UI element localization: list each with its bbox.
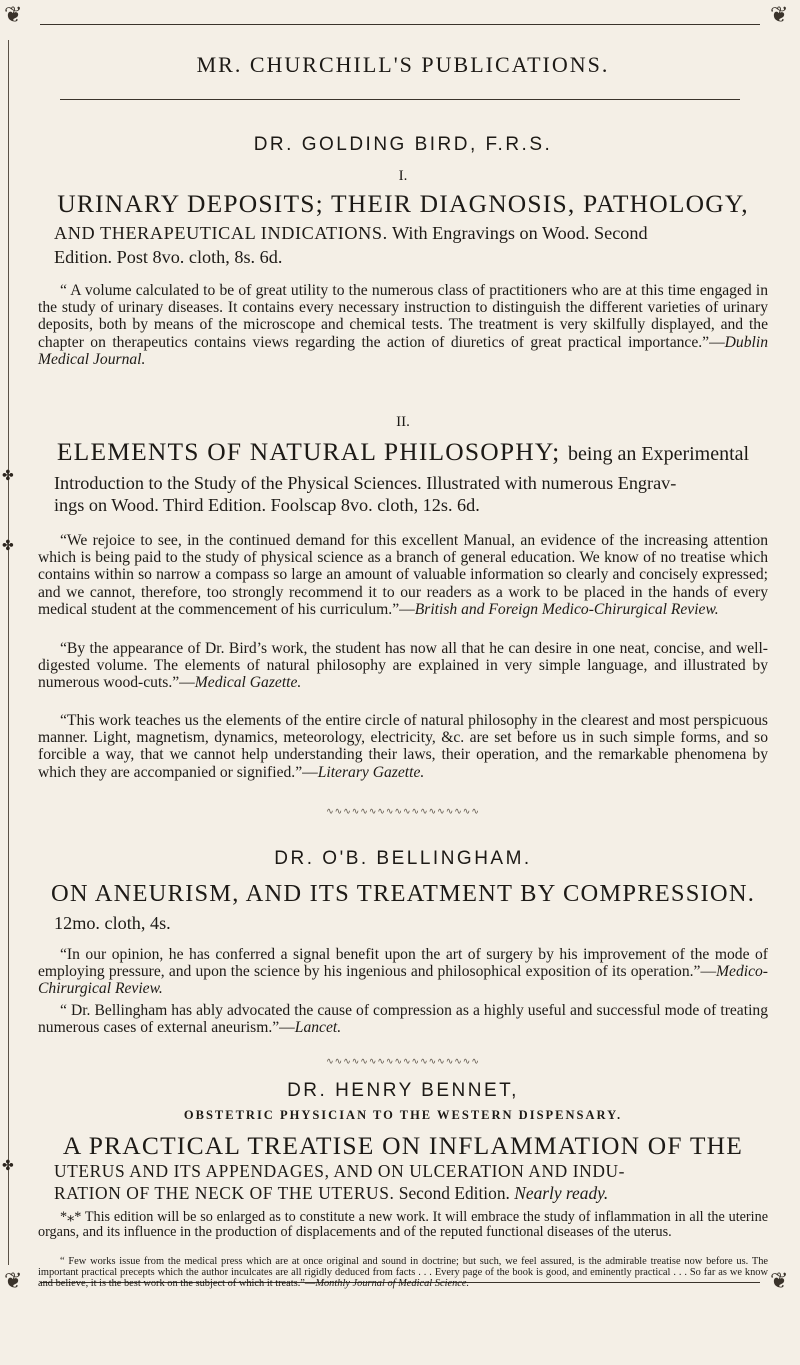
side-ornament: ✤ bbox=[2, 539, 14, 554]
review-text: “ Dr. Bellingham has ably advocated the cause of compression as a highly useful and successful mode of treating numerous cases of external aneurism.”— bbox=[38, 1002, 768, 1037]
author-affiliation: OBSTETRIC PHYSICIAN TO THE WESTERN DISPENSARY. bbox=[183, 1108, 623, 1122]
book-edition-info: With Engravings on Wood. Second bbox=[391, 223, 648, 243]
book-edition-info: Second Edition. bbox=[398, 1183, 510, 1203]
book-title-caps: AND THERAPEUTICAL INDICATIONS. bbox=[54, 223, 388, 243]
review-source: Medical Gazette. bbox=[194, 674, 302, 692]
book-title: A PRACTICAL TREATISE ON INFLAMMATION OF THE bbox=[62, 1131, 744, 1160]
availability-note: Nearly ready. bbox=[514, 1183, 609, 1203]
review-source: Lancet. bbox=[294, 1019, 342, 1037]
review-source: Medico-Chirurgical Review. bbox=[38, 963, 768, 998]
book-subtitle: being an Experimental bbox=[568, 443, 750, 465]
review-text: “In our opinion, he has conferred a signal benefit upon the art of surgery by his improvement of the mode of employing pressure, and upon the science by his ingenious and philosophical exposition of its operation.”— bbox=[38, 946, 768, 981]
book-numeral: I. bbox=[398, 168, 408, 184]
left-border-line bbox=[8, 40, 9, 1265]
book-edition-info: Edition. Post 8vo. cloth, 8s. 6d. bbox=[54, 247, 283, 267]
top-border-rule bbox=[40, 24, 760, 25]
book-title: ON ANEURISM, AND ITS TREATMENT BY COMPRESSION. bbox=[50, 880, 756, 907]
book-edition-info: ings on Wood. Third Edition. Foolscap 8vo. cloth, 12s. 6d. bbox=[54, 495, 480, 515]
book-edition-info: 12mo. cloth, 4s. bbox=[54, 913, 171, 933]
review-quote bbox=[38, 532, 768, 618]
header-underline-rule bbox=[60, 99, 740, 100]
book-title: URINARY DEPOSITS; THEIR DIAGNOSIS, PATHOLOGY, bbox=[57, 189, 749, 218]
corner-ornament-bottom-right: ❦ bbox=[770, 1268, 789, 1293]
corner-ornament-top-right: ❦ bbox=[770, 2, 789, 27]
review-source: Literary Gazette. bbox=[317, 763, 425, 781]
author-heading: DR. HENRY BENNET, bbox=[287, 1080, 519, 1101]
book-title-line bbox=[38, 438, 768, 468]
review-text: “We rejoice to see, in the continued demand for this excellent Manual, an evidence of the increasing attention which is being paid to the study of physical science as a branch of general education. We know of no treatise which contains within so narrow a compass so large an amount of valuable information so clearly and concisely expressed; and we cannot, therefore, too strongly recommend it to our readers as a work to be placed in the hands of every medical student at the commencement of his curriculum.”— bbox=[38, 532, 768, 618]
review-quote bbox=[38, 712, 768, 781]
book-subtitle: Introduction to the Study of the Physical Sciences. Illustrated with numerous Engrav- bbox=[54, 473, 677, 493]
review-quote bbox=[38, 1002, 768, 1036]
book-title-line bbox=[54, 222, 768, 244]
review-source: Monthly Journal of Medical Science. bbox=[315, 1278, 470, 1289]
corner-ornament-top-left: ❦ bbox=[4, 2, 23, 27]
section-divider: ∿∿∿∿∿∿∿∿∿∿∿∿∿∿∿∿∿∿ bbox=[326, 806, 480, 816]
review-quote bbox=[38, 282, 768, 368]
side-ornament: ✤ bbox=[2, 469, 14, 484]
review-source: British and Foreign Medico-Chirurgical Review. bbox=[414, 600, 719, 618]
book-title-caps: RATION OF THE NECK OF THE UTERUS. bbox=[54, 1183, 395, 1203]
author-heading: DR. GOLDING BIRD, F.R.S. bbox=[253, 134, 553, 155]
book-title-line: UTERUS AND ITS APPENDAGES, AND ON ULCERATION AND INDU- bbox=[54, 1161, 626, 1181]
review-quote bbox=[38, 640, 768, 692]
review-quote bbox=[38, 946, 768, 998]
page-header: MR. CHURCHILL'S PUBLICATIONS. bbox=[196, 52, 610, 77]
editorial-note bbox=[38, 1210, 768, 1240]
review-source: Dublin Medical Journal. bbox=[38, 333, 768, 368]
book-title: ELEMENTS OF NATURAL PHILOSOPHY; bbox=[56, 437, 561, 466]
book-numeral: II. bbox=[396, 414, 410, 430]
review-text: “ A volume calculated to be of great utility to the numerous class of practitioners who are at this time engaged in the study of urinary diseases. It contains every necessary instruction to distinguish the different varieties of urinary deposits, both by means of the microscope and chemical tests. The treatment is very skilfully displayed, and the chapter on therapeutics contains views regarding the action of diuretics of great practical importance.”— bbox=[38, 282, 768, 351]
note-text: *⁎* This edition will be so enlarged as to constitute a new work. It will embrace the study of inflammation in all the uterine organs, and its influence in the production of displacements and of the reputed functional diseases of the uterus. bbox=[38, 1209, 768, 1240]
review-text: “By the appearance of Dr. Bird’s work, the student has now all that he can desire in one neat, concise, and well-digested volume. The elements of natural philosophy are explained in very simple language, and illustrated by numerous wood-cuts.”— bbox=[38, 640, 768, 692]
review-text: “ Few works issue from the medical press which are at once original and sound in doctrine; but such, we feel assured, is the admirable treatise now before us. The important practical precepts which the author inculcates are all rigidly deduced from facts . . . Every page of the book is good, and eminently practical . . . So far as we know and believe, it is the best work on the subject of which it treats.”— bbox=[38, 1256, 768, 1289]
review-quote bbox=[38, 1256, 768, 1289]
section-divider: ∿∿∿∿∿∿∿∿∿∿∿∿∿∿∿∿∿∿ bbox=[326, 1056, 480, 1066]
corner-ornament-bottom-left: ❦ bbox=[4, 1268, 23, 1293]
review-text: “This work teaches us the elements of the entire circle of natural philosophy in the clearest and most perspicuous manner. Light, magnetism, dynamics, meteorology, electricity, &c. are set before us in such simple forms, and so forcible a way, that we cannot help understanding their laws, their operation, and the remarkable phenomena by which they are accompanied or signified.”— bbox=[38, 712, 768, 781]
author-heading: DR. O'B. BELLINGHAM. bbox=[274, 848, 532, 869]
side-ornament: ✤ bbox=[2, 1159, 14, 1174]
book-title-line bbox=[54, 1182, 768, 1204]
